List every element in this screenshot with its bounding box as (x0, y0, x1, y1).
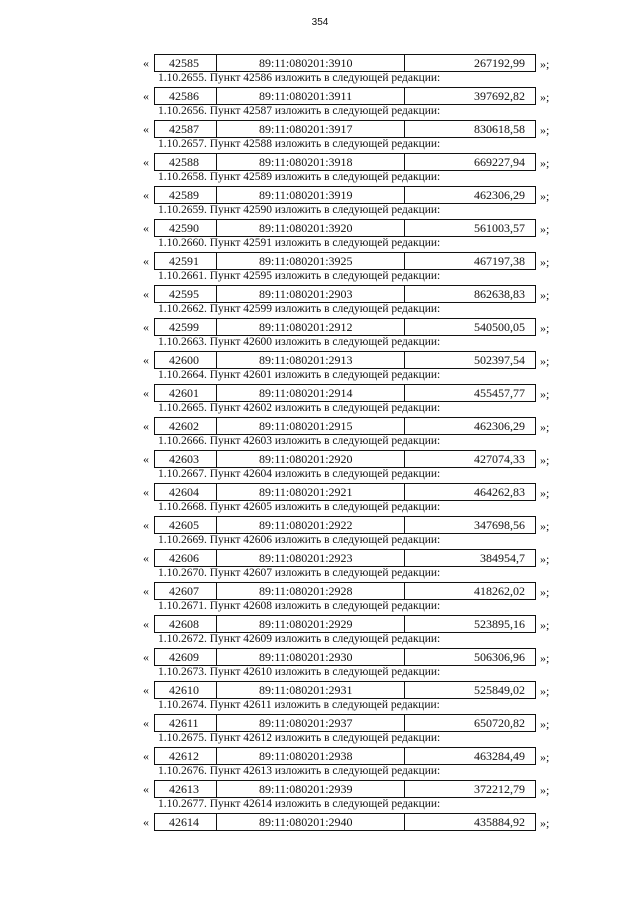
opening-quote: « (143, 287, 149, 301)
opening-quote: « (143, 452, 149, 466)
amendment-text: 1.10.2675. Пункт 42612 изложить в следующей редакции: (158, 732, 441, 744)
opening-quote: « (143, 584, 149, 598)
amendment-paragraph (0, 601, 640, 614)
closing-quote: »; (540, 750, 550, 764)
item-number-cell: 42602 (155, 418, 217, 434)
table-row-cells (154, 681, 536, 699)
table-row (0, 350, 640, 370)
value-cell: 540500,05 (474, 320, 525, 334)
amendment-text: 1.10.2676. Пункт 42613 изложить в следующей редакции: (158, 765, 441, 777)
table-row-cells (154, 384, 536, 402)
opening-quote: « (143, 386, 149, 400)
table-row-cells (154, 582, 536, 600)
closing-quote: »; (540, 486, 550, 500)
cadastral-number-cell: 89:11:080201:2928 (217, 583, 405, 599)
cadastral-number-cell: 89:11:080201:2914 (217, 385, 405, 401)
table-row-cells (154, 417, 536, 435)
value-cell: 427074,33 (474, 452, 525, 466)
amendment-text: 1.10.2655. Пункт 42586 изложить в следующей редакции: (158, 72, 441, 84)
closing-quote: »; (540, 816, 550, 830)
closing-quote: »; (540, 585, 550, 599)
table-row (0, 416, 640, 436)
cadastral-number-cell: 89:11:080201:2903 (217, 286, 405, 302)
table-row (0, 515, 640, 535)
item-number-cell: 42608 (155, 616, 217, 632)
closing-quote: »; (540, 354, 550, 368)
amendment-text: 1.10.2667. Пункт 42604 изложить в следующей редакции: (158, 468, 441, 480)
amendment-text: 1.10.2671. Пункт 42608 изложить в следующей редакции: (158, 600, 441, 612)
amendment-paragraph (0, 634, 640, 647)
amendment-paragraph (0, 106, 640, 119)
value-cell: 435884,92 (474, 815, 525, 829)
cadastral-number-cell: 89:11:080201:2922 (217, 517, 405, 533)
value-cell: 523895,16 (474, 617, 525, 631)
amendment-text: 1.10.2656. Пункт 42587 изложить в следующей редакции: (158, 105, 441, 117)
value-cell: 862638,83 (474, 287, 525, 301)
closing-quote: »; (540, 255, 550, 269)
amendment-paragraph (0, 733, 640, 746)
amendment-paragraph (0, 667, 640, 680)
cadastral-number-cell: 89:11:080201:3910 (217, 55, 405, 71)
item-number-cell: 42604 (155, 484, 217, 500)
value-cell: 467197,38 (474, 254, 525, 268)
amendment-paragraph (0, 766, 640, 779)
value-cell: 502397,54 (474, 353, 525, 367)
value-cell: 830618,58 (474, 122, 525, 136)
cadastral-number-cell: 89:11:080201:2929 (217, 616, 405, 632)
closing-quote: »; (540, 387, 550, 401)
item-number-cell: 42586 (155, 88, 217, 104)
amendment-paragraph (0, 436, 640, 449)
table-row-cells (154, 450, 536, 468)
amendment-paragraph (0, 205, 640, 218)
cadastral-number-cell: 89:11:080201:2937 (217, 715, 405, 731)
value-cell: 347698,56 (474, 518, 525, 532)
opening-quote: « (143, 782, 149, 796)
table-row-cells (154, 813, 536, 831)
value-cell: 384954,7 (480, 551, 525, 565)
table-row (0, 482, 640, 502)
item-number-cell: 42605 (155, 517, 217, 533)
cadastral-number-cell: 89:11:080201:2939 (217, 781, 405, 797)
table-row (0, 713, 640, 733)
table-row-cells (154, 87, 536, 105)
cadastral-number-cell: 89:11:080201:2915 (217, 418, 405, 434)
value-cell: 418262,02 (474, 584, 525, 598)
table-row (0, 152, 640, 172)
opening-quote: « (143, 551, 149, 565)
item-number-cell: 42585 (155, 55, 217, 71)
value-cell: 464262,83 (474, 485, 525, 499)
item-number-cell: 42611 (155, 715, 217, 731)
item-number-cell: 42610 (155, 682, 217, 698)
cadastral-number-cell: 89:11:080201:3918 (217, 154, 405, 170)
cadastral-number-cell: 89:11:080201:2913 (217, 352, 405, 368)
table-row-cells (154, 54, 536, 72)
closing-quote: »; (540, 552, 550, 566)
table-row (0, 218, 640, 238)
closing-quote: »; (540, 783, 550, 797)
amendment-text: 1.10.2658. Пункт 42589 изложить в следующей редакции: (158, 171, 441, 183)
amendment-text: 1.10.2661. Пункт 42595 изложить в следующей редакции: (158, 270, 441, 282)
amendment-paragraph (0, 469, 640, 482)
cadastral-number-cell: 89:11:080201:3911 (217, 88, 405, 104)
opening-quote: « (143, 221, 149, 235)
value-cell: 372212,79 (474, 782, 525, 796)
amendment-paragraph (0, 73, 640, 86)
amendment-text: 1.10.2665. Пункт 42602 изложить в следующей редакции: (158, 402, 441, 414)
opening-quote: « (143, 155, 149, 169)
amendment-text: 1.10.2673. Пункт 42610 изложить в следующей редакции: (158, 666, 441, 678)
table-row (0, 647, 640, 667)
item-number-cell: 42613 (155, 781, 217, 797)
table-row (0, 383, 640, 403)
item-number-cell: 42595 (155, 286, 217, 302)
amendment-paragraph (0, 502, 640, 515)
amendment-text: 1.10.2669. Пункт 42606 изложить в следующей редакции: (158, 534, 441, 546)
amendment-text: 1.10.2660. Пункт 42591 изложить в следующей редакции: (158, 237, 441, 249)
amendment-text: 1.10.2664. Пункт 42601 изложить в следующей редакции: (158, 369, 441, 381)
table-row (0, 53, 640, 73)
table-row-cells (154, 516, 536, 534)
cadastral-number-cell: 89:11:080201:3920 (217, 220, 405, 236)
amendment-text: 1.10.2672. Пункт 42609 изложить в следующей редакции: (158, 633, 441, 645)
item-number-cell: 42590 (155, 220, 217, 236)
item-number-cell: 42609 (155, 649, 217, 665)
table-row-cells (154, 219, 536, 237)
opening-quote: « (143, 716, 149, 730)
table-row-cells (154, 615, 536, 633)
item-number-cell: 42606 (155, 550, 217, 566)
closing-quote: »; (540, 156, 550, 170)
amendment-paragraph (0, 337, 640, 350)
table-row (0, 251, 640, 271)
amendment-text: 1.10.2666. Пункт 42603 изложить в следующей редакции: (158, 435, 441, 447)
amendment-text: 1.10.2659. Пункт 42590 изложить в следующей редакции: (158, 204, 441, 216)
opening-quote: « (143, 683, 149, 697)
table-row-cells (154, 186, 536, 204)
cadastral-number-cell: 89:11:080201:2930 (217, 649, 405, 665)
item-number-cell: 42612 (155, 748, 217, 764)
opening-quote: « (143, 749, 149, 763)
table-row (0, 86, 640, 106)
item-number-cell: 42607 (155, 583, 217, 599)
document-body (0, 53, 640, 832)
amendment-text: 1.10.2663. Пункт 42600 изложить в следующей редакции: (158, 336, 441, 348)
opening-quote: « (143, 617, 149, 631)
amendment-text: 1.10.2670. Пункт 42607 изложить в следующей редакции: (158, 567, 441, 579)
amendment-paragraph (0, 535, 640, 548)
amendment-text: 1.10.2668. Пункт 42605 изложить в следующей редакции: (158, 501, 441, 513)
amendment-paragraph (0, 700, 640, 713)
value-cell: 650720,82 (474, 716, 525, 730)
table-row (0, 119, 640, 139)
item-number-cell: 42591 (155, 253, 217, 269)
table-row-cells (154, 483, 536, 501)
table-row-cells (154, 318, 536, 336)
table-row (0, 812, 640, 832)
cadastral-number-cell: 89:11:080201:2923 (217, 550, 405, 566)
table-row-cells (154, 714, 536, 732)
opening-quote: « (143, 320, 149, 334)
opening-quote: « (143, 485, 149, 499)
closing-quote: »; (540, 123, 550, 137)
closing-quote: »; (540, 717, 550, 731)
closing-quote: »; (540, 453, 550, 467)
page-number: 354 (311, 17, 329, 28)
item-number-cell: 42588 (155, 154, 217, 170)
table-row (0, 548, 640, 568)
opening-quote: « (143, 89, 149, 103)
table-row-cells (154, 747, 536, 765)
table-row (0, 284, 640, 304)
item-number-cell: 42589 (155, 187, 217, 203)
value-cell: 463284,49 (474, 749, 525, 763)
opening-quote: « (143, 353, 149, 367)
amendment-text: 1.10.2657. Пункт 42588 изложить в следующей редакции: (158, 138, 441, 150)
cadastral-number-cell: 89:11:080201:3919 (217, 187, 405, 203)
cadastral-number-cell: 89:11:080201:3917 (217, 121, 405, 137)
cadastral-number-cell: 89:11:080201:2912 (217, 319, 405, 335)
opening-quote: « (143, 419, 149, 433)
amendment-paragraph (0, 139, 640, 152)
value-cell: 455457,77 (474, 386, 525, 400)
cadastral-number-cell: 89:11:080201:2920 (217, 451, 405, 467)
amendment-paragraph (0, 271, 640, 284)
opening-quote: « (143, 650, 149, 664)
cadastral-number-cell: 89:11:080201:2938 (217, 748, 405, 764)
item-number-cell: 42587 (155, 121, 217, 137)
cadastral-number-cell: 89:11:080201:2921 (217, 484, 405, 500)
opening-quote: « (143, 254, 149, 268)
table-row (0, 779, 640, 799)
closing-quote: »; (540, 519, 550, 533)
value-cell: 561003,57 (474, 221, 525, 235)
amendment-paragraph (0, 370, 640, 383)
table-row-cells (154, 252, 536, 270)
opening-quote: « (143, 56, 149, 70)
amendment-paragraph (0, 568, 640, 581)
table-row (0, 680, 640, 700)
item-number-cell: 42603 (155, 451, 217, 467)
amendment-text: 1.10.2677. Пункт 42614 изложить в следующей редакции: (158, 798, 441, 810)
value-cell: 669227,94 (474, 155, 525, 169)
cadastral-number-cell: 89:11:080201:3925 (217, 253, 405, 269)
value-cell: 397692,82 (474, 89, 525, 103)
closing-quote: »; (540, 222, 550, 236)
table-row (0, 185, 640, 205)
table-row (0, 317, 640, 337)
opening-quote: « (143, 815, 149, 829)
value-cell: 462306,29 (474, 188, 525, 202)
table-row-cells (154, 549, 536, 567)
closing-quote: »; (540, 321, 550, 335)
value-cell: 462306,29 (474, 419, 525, 433)
table-row-cells (154, 351, 536, 369)
opening-quote: « (143, 518, 149, 532)
item-number-cell: 42614 (155, 814, 217, 830)
table-row-cells (154, 285, 536, 303)
amendment-paragraph (0, 238, 640, 251)
table-row (0, 449, 640, 469)
closing-quote: »; (540, 651, 550, 665)
opening-quote: « (143, 188, 149, 202)
table-row-cells (154, 780, 536, 798)
item-number-cell: 42601 (155, 385, 217, 401)
closing-quote: »; (540, 90, 550, 104)
amendment-text: 1.10.2674. Пункт 42611 изложить в следующей редакции: (158, 699, 440, 711)
item-number-cell: 42600 (155, 352, 217, 368)
table-row-cells (154, 648, 536, 666)
amendment-text: 1.10.2662. Пункт 42599 изложить в следующей редакции: (158, 303, 441, 315)
table-row (0, 614, 640, 634)
closing-quote: »; (540, 420, 550, 434)
item-number-cell: 42599 (155, 319, 217, 335)
closing-quote: »; (540, 57, 550, 71)
closing-quote: »; (540, 288, 550, 302)
value-cell: 506306,96 (474, 650, 525, 664)
table-row (0, 746, 640, 766)
cadastral-number-cell: 89:11:080201:2931 (217, 682, 405, 698)
closing-quote: »; (540, 618, 550, 632)
value-cell: 267192,99 (474, 56, 525, 70)
table-row-cells (154, 153, 536, 171)
cadastral-number-cell: 89:11:080201:2940 (217, 814, 405, 830)
amendment-paragraph (0, 172, 640, 185)
closing-quote: »; (540, 684, 550, 698)
amendment-paragraph (0, 403, 640, 416)
table-row-cells (154, 120, 536, 138)
amendment-paragraph (0, 799, 640, 812)
opening-quote: « (143, 122, 149, 136)
closing-quote: »; (540, 189, 550, 203)
table-row (0, 581, 640, 601)
amendment-paragraph (0, 304, 640, 317)
value-cell: 525849,02 (474, 683, 525, 697)
